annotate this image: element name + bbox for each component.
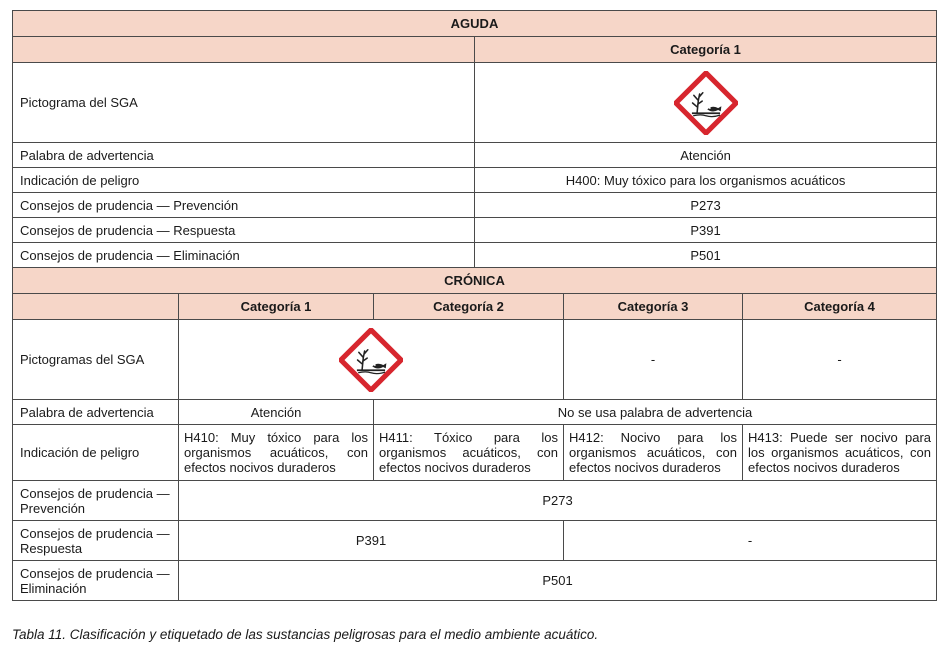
- aguda-header-empty: [13, 37, 475, 63]
- aguda-hazard-value: H400: Muy tóxico para los organismos acuáticos: [475, 168, 937, 193]
- cronica-disposal-value: P501: [179, 561, 937, 601]
- cronica-hazard-h410: H410: Muy tóxico para los organismos acuáticos, con efectos nocivos duraderos: [179, 425, 374, 481]
- aguda-signal-word-value: Atención: [475, 143, 937, 168]
- cronica-pictogram-label: Pictogramas del SGA: [13, 320, 179, 400]
- cronica-category-3-header: Categoría 3: [564, 294, 743, 320]
- cronica-hazard-label: Indicación de peligro: [13, 425, 179, 481]
- cronica-prevention-value: P273: [179, 481, 937, 521]
- aguda-hazard-label: Indicación de peligro: [13, 168, 475, 193]
- aguda-prevention-value: P273: [475, 193, 937, 218]
- cronica-disposal-label: Consejos de prudencia — Eliminación: [13, 561, 179, 601]
- cronica-response-rest: -: [564, 521, 937, 561]
- aguda-response-label: Consejos de prudencia — Respuesta: [13, 218, 475, 243]
- cronica-signal-word-label: Palabra de advertencia: [13, 400, 179, 425]
- cronica-category-1-header: Categoría 1: [179, 294, 374, 320]
- cronica-response-label: Consejos de prudencia — Respuesta: [13, 521, 179, 561]
- cronica-pictogram-cell: [179, 320, 564, 400]
- cronica-hazard-h412: H412: Nocivo para los organismos acuáticos, con efectos nocivos duraderos: [564, 425, 743, 481]
- aguda-pictogram-label: Pictograma del SGA: [13, 63, 475, 143]
- cronica-signal-word-rest: No se usa palabra de advertencia: [374, 400, 937, 425]
- cronica-pictogram-cat3: -: [564, 320, 743, 400]
- ghs09-environment-icon: [674, 71, 738, 135]
- aguda-disposal-value: P501: [475, 243, 937, 268]
- ghs09-environment-icon: [339, 328, 403, 392]
- cronica-signal-word-cat1: Atención: [179, 400, 374, 425]
- cronica-hazard-h413: H413: Puede ser nocivo para los organismos acuáticos, con efectos nocivos duraderos: [743, 425, 937, 481]
- aguda-category-1-header: Categoría 1: [475, 37, 937, 63]
- aguda-pictogram-cell: [475, 63, 937, 143]
- aguda-prevention-label: Consejos de prudencia — Prevención: [13, 193, 475, 218]
- aguda-section-title: AGUDA: [13, 11, 937, 37]
- cronica-header-empty: [13, 294, 179, 320]
- cronica-category-4-header: Categoría 4: [743, 294, 937, 320]
- cronica-prevention-label: Consejos de prudencia — Prevención: [13, 481, 179, 521]
- aguda-disposal-label: Consejos de prudencia — Eliminación: [13, 243, 475, 268]
- cronica-response-value: P391: [179, 521, 564, 561]
- cronica-pictogram-cat4: -: [743, 320, 937, 400]
- cronica-hazard-h411: H411: Tóxico para los organismos acuáticos, con efectos nocivos duraderos: [374, 425, 564, 481]
- table-caption: Tabla 11. Clasificación y etiquetado de las sustancias peligrosas para el medio ambiente acuático.: [12, 627, 599, 642]
- aguda-response-value: P391: [475, 218, 937, 243]
- hazard-classification-table: [12, 10, 937, 601]
- cronica-category-2-header: Categoría 2: [374, 294, 564, 320]
- aguda-signal-word-label: Palabra de advertencia: [13, 143, 475, 168]
- cronica-section-title: CRÓNICA: [13, 268, 937, 294]
